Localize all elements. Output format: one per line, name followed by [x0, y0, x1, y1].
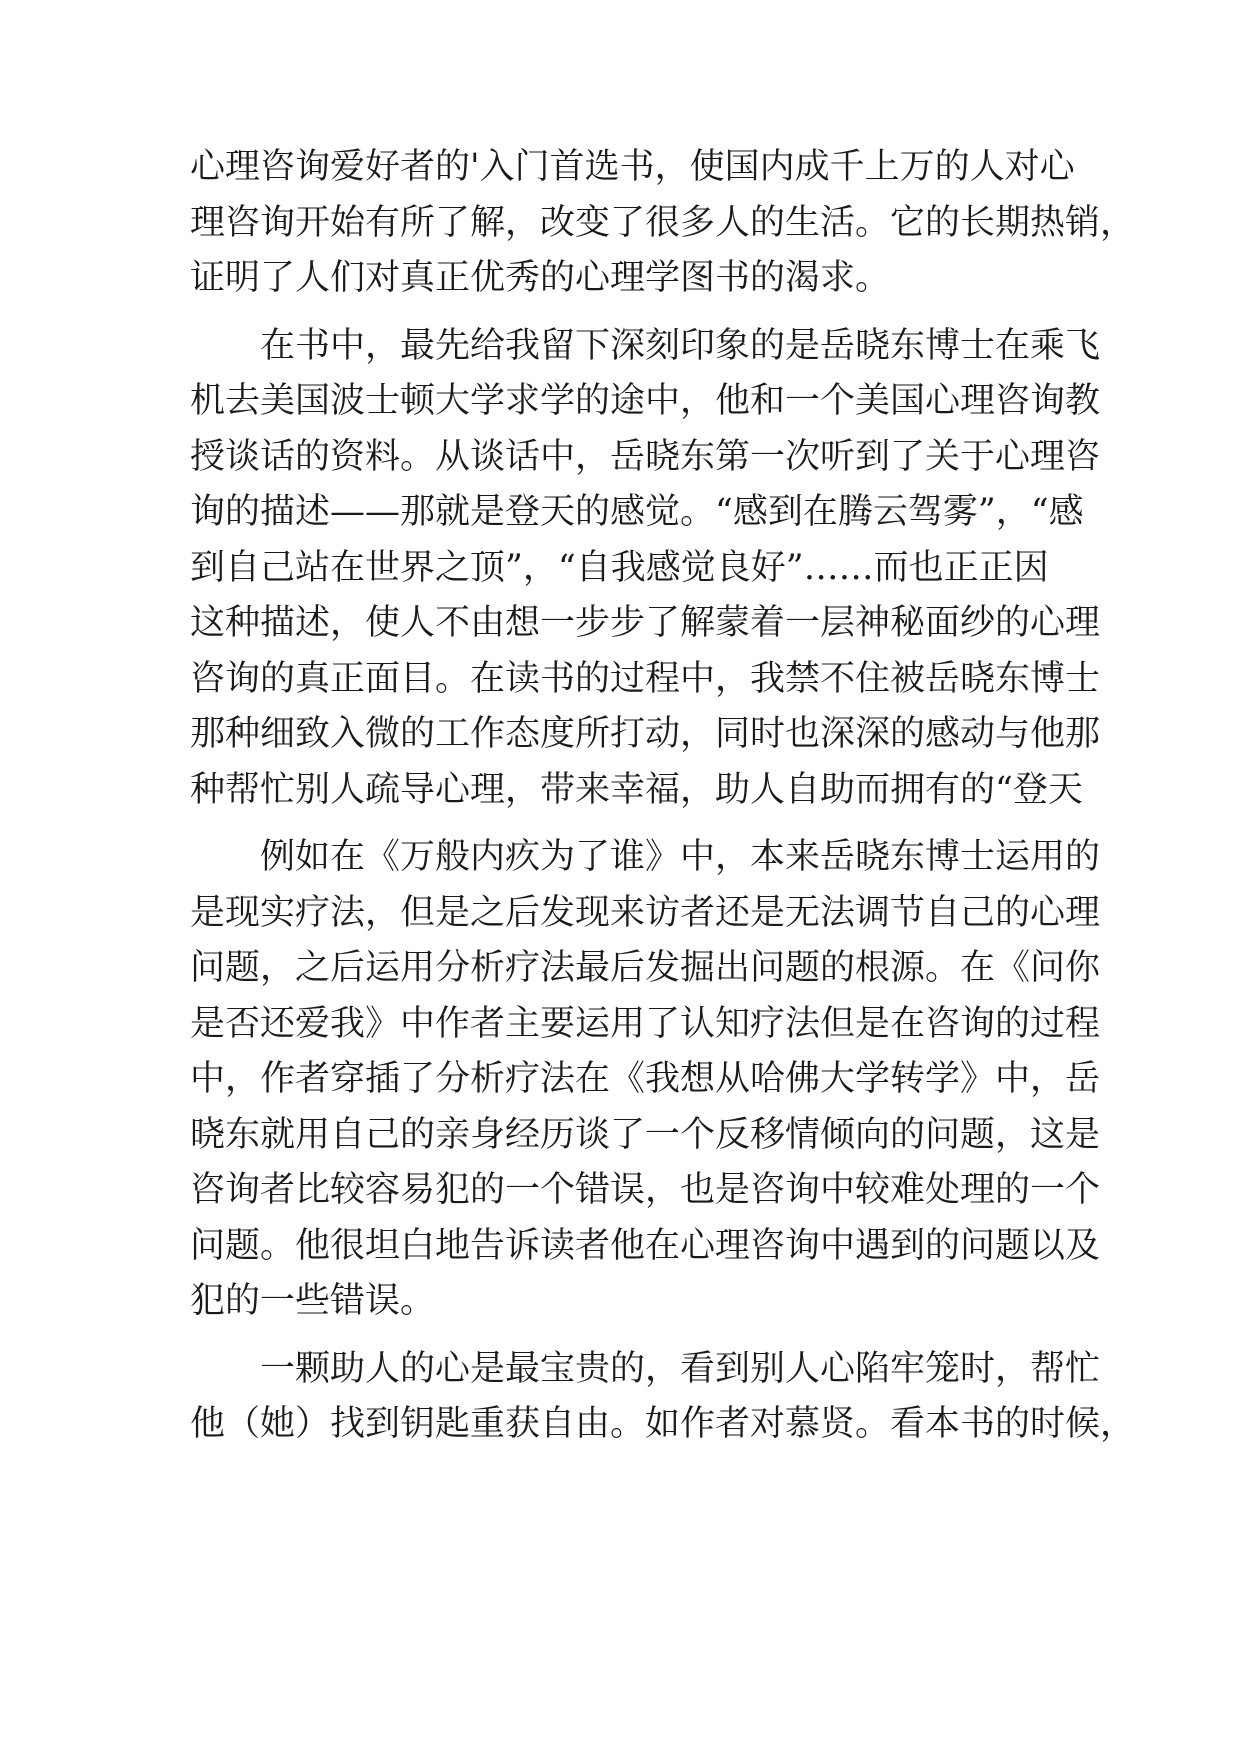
- text-line: 例如在《万般内疚为了谁》中，本来岳晓东博士运用的: [190, 837, 1101, 877]
- text-line: 机去美国波士顿大学求学的途中，他和一个美国心理咨询教: [190, 381, 1101, 421]
- text-line: 问题。他很坦白地告诉读者他在心理咨询中遇到的问题以及: [190, 1225, 1101, 1266]
- text-line: 心理咨询爱好者的'入门首选书，使国内成千上万的人对心: [190, 147, 1075, 187]
- text-line: 他（她）找到钥匙重获自由。如作者对慕贤。看本书的时候，: [190, 1404, 1136, 1444]
- paragraph-3: [190, 830, 1101, 1330]
- text-line: 那种细致入微的工作态度所打动，同时也深深的感动与他那: [190, 714, 1101, 754]
- paragraph-4: [190, 1342, 1136, 1453]
- text-line: 中，作者穿插了分析疗法在《我想从哈佛大学转学》中，岳: [190, 1059, 1101, 1099]
- text-line: 问题，之后运用分析疗法最后发掘出问题的根源。在《问你: [190, 948, 1101, 988]
- paragraph-2: [190, 319, 1101, 819]
- text-line: 咨询者比较容易犯的一个错误，也是咨询中较难处理的一个: [190, 1170, 1101, 1210]
- text-line: 一颗助人的心是最宝贵的，看到别人心陷牢笼时，帮忙: [190, 1348, 1101, 1389]
- text-line: 晓东就用自己的亲身经历谈了一个反移情倾向的问题，这是: [190, 1114, 1101, 1155]
- text-line: 咨询的真正面目。在读书的过程中，我禁不住被岳晓东博士: [190, 658, 1101, 699]
- text-line: 授谈话的资料。从谈话中，岳晓东第一次听到了关于心理咨: [190, 436, 1101, 477]
- paragraph-1: [190, 140, 1136, 307]
- text-line: 理咨询开始有所了解，改变了很多人的生活。它的长期热销，: [190, 202, 1136, 243]
- text-line: 是否还爱我》中作者主要运用了认知疗法但是在咨询的过程: [190, 1003, 1101, 1044]
- text-line: 种帮忙别人疏导心理，带来幸福，助人自助而拥有的“登天: [190, 769, 1083, 810]
- text-line: 询的描述——那就是登天的感觉。“感到在腾云驾雾”，“感: [190, 492, 1084, 532]
- paragraph-gap: [190, 818, 1050, 830]
- paragraph-gap: [190, 307, 1050, 319]
- document-page: [190, 140, 1136, 1453]
- paragraph-gap: [190, 1330, 1050, 1342]
- text-line: 犯的一些错误。: [190, 1281, 436, 1321]
- text-line: 是现实疗法，但是之后发现来访者还是无法调节自己的心理: [190, 892, 1101, 933]
- text-line: 到自己站在世界之顶”，“自我感觉良好”……而也正正因: [190, 547, 1049, 588]
- text-line: 在书中，最先给我留下深刻印象的是岳晓东博士在乘飞: [190, 325, 1101, 366]
- text-line: 这种描述，使人不由想一步步了解蒙着一层神秘面纱的心理: [190, 603, 1101, 643]
- text-line: 证明了人们对真正优秀的心理学图书的渴求。: [190, 258, 891, 298]
